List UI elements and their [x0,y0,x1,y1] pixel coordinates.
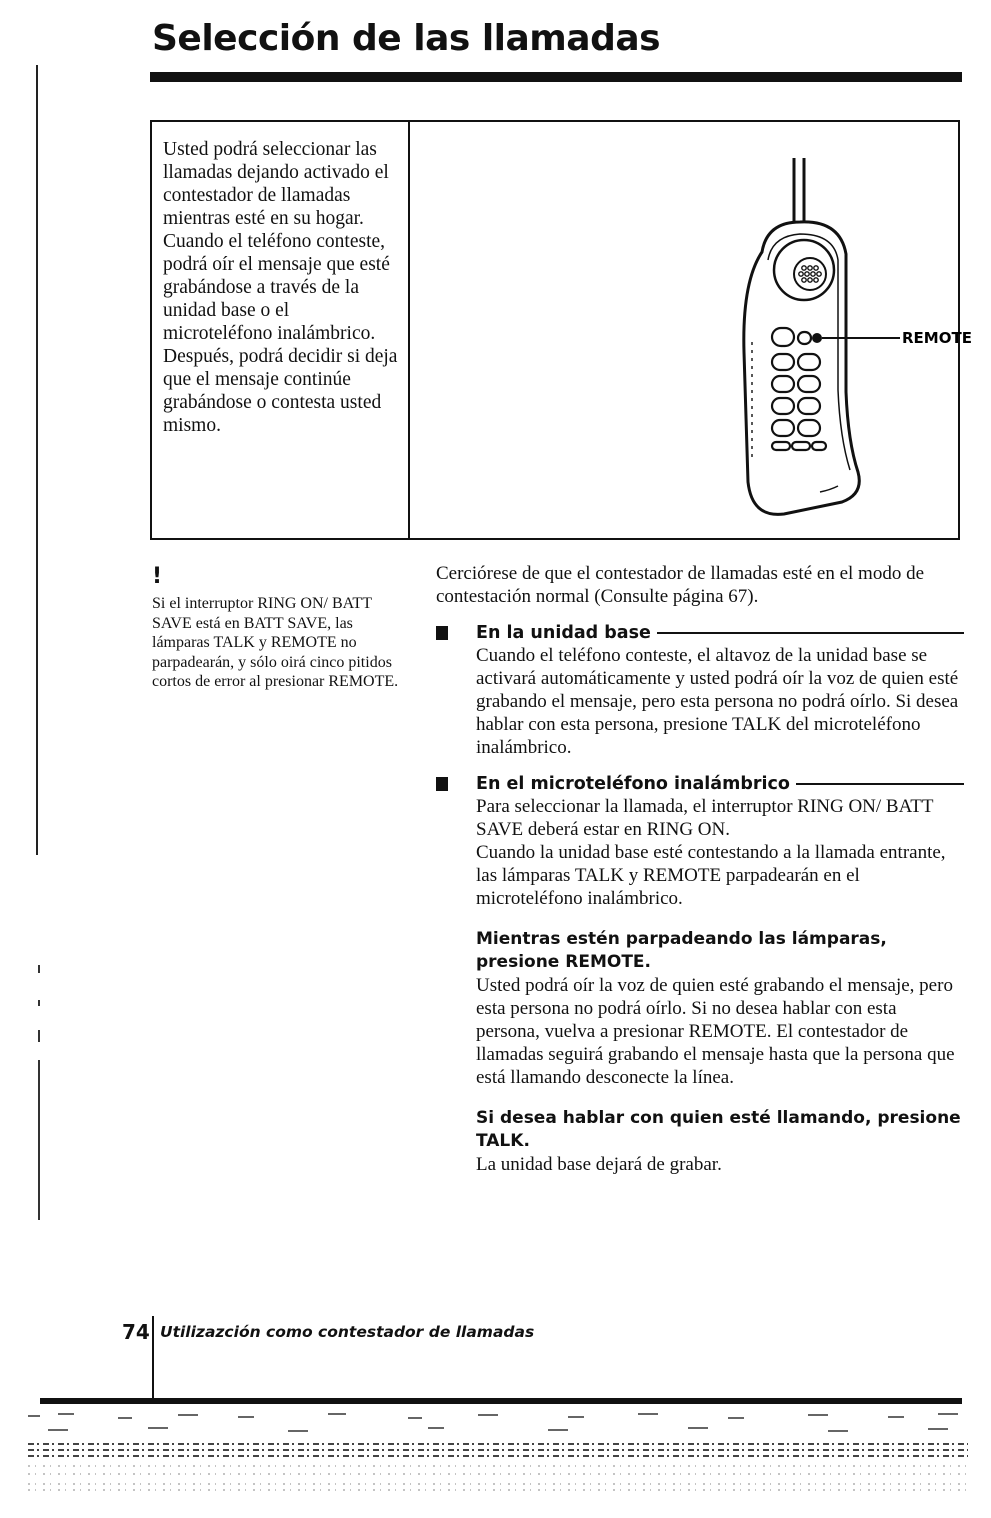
section-base-unit [436,622,964,759]
intro-box [150,120,972,540]
caution-note [152,566,414,692]
step-heading: Mientras estén parpadeando las lámparas, presione REMOTE. [476,929,887,972]
scan-artifact [28,1408,968,1503]
remote-button [812,333,822,343]
square-bullet-icon [436,777,448,791]
margin-tick [38,965,40,973]
intro-text: Usted podrá seleccionar las llamadas dejando activado el contestador de llamadas mientras esté en su hogar. Cuando el teléfono conteste, podrá oír el mensaje que esté grabándose a través de la unidad base o el microteléfono inalámbrico. Después, podrá decidir si deja que el mensaje continúe grabándose o contesta usted mismo. [163,139,398,436]
main-intro: Cerciórese de que el contestador de llamadas esté en el modo de contestación normal (Consulte página 67). [436,563,924,607]
section-heading: En el microteléfono inalámbrico [476,774,790,794]
section-body: Cuando el teléfono conteste, el altavoz de la unidad base se activará automáticamente y usted podrá oír la voz de quien esté grabando el mensaje, pero esta persona no podrá oírlo. Si desea hablar con esta persona, presione TALK del microteléfono inalámbrico. [476,645,959,758]
footer [122,1320,150,1344]
footer-divider [152,1316,154,1400]
step-heading: Si desea hablar con quien esté llamando, presione TALK. [476,1108,961,1151]
box-divider [408,122,410,538]
square-bullet-icon [436,626,448,640]
title-rule [150,72,962,82]
step-body: Usted podrá oír la voz de quien esté grabando el mensaje, pero esta persona no podrá oírlo. Si no desea hablar con esta persona, vuelva a presionar REMOTE. El contestador de llamadas seguirá grabando el mensaje hasta que la persona que está llamando desconecte la línea. [476,975,955,1088]
remote-label: REMOTE [902,329,972,347]
step-body: La unidad base dejará de grabar. [476,1154,722,1175]
running-footer: Utilizazción como contestador de llamadas [160,1323,535,1341]
heading-rule [796,783,964,785]
margin-tick [38,1000,40,1006]
margin-line [36,65,38,855]
page-number: 74 [122,1320,150,1344]
heading-rule [657,632,964,634]
section-heading: En la unidad base [476,623,651,643]
section-body: Para seleccionar la llamada, el interruptor RING ON/ BATT SAVE deberá estar en RING ON. [476,796,934,840]
section-handset [436,773,964,1176]
caution-icon: ! [152,564,163,589]
caution-text: Si el interruptor RING ON/ BATT SAVE está en BATT SAVE, las lámparas TALK y REMOTE no parpadearán, y sólo oirá cinco pitidos cortos de error al presionar REMOTE. [152,595,399,691]
main-content [436,562,964,1176]
page-title: Selección de las llamadas [152,18,661,59]
margin-tick [38,1030,40,1042]
section-body: Cuando la unidad base esté contestando a la llamada entrante, las lámparas TALK y REMOTE parpadearán en el microteléfono inalámbrico. [476,842,946,909]
cordless-handset-illustration [572,142,991,522]
bottom-rule [40,1398,962,1404]
margin-tick [38,1060,40,1220]
